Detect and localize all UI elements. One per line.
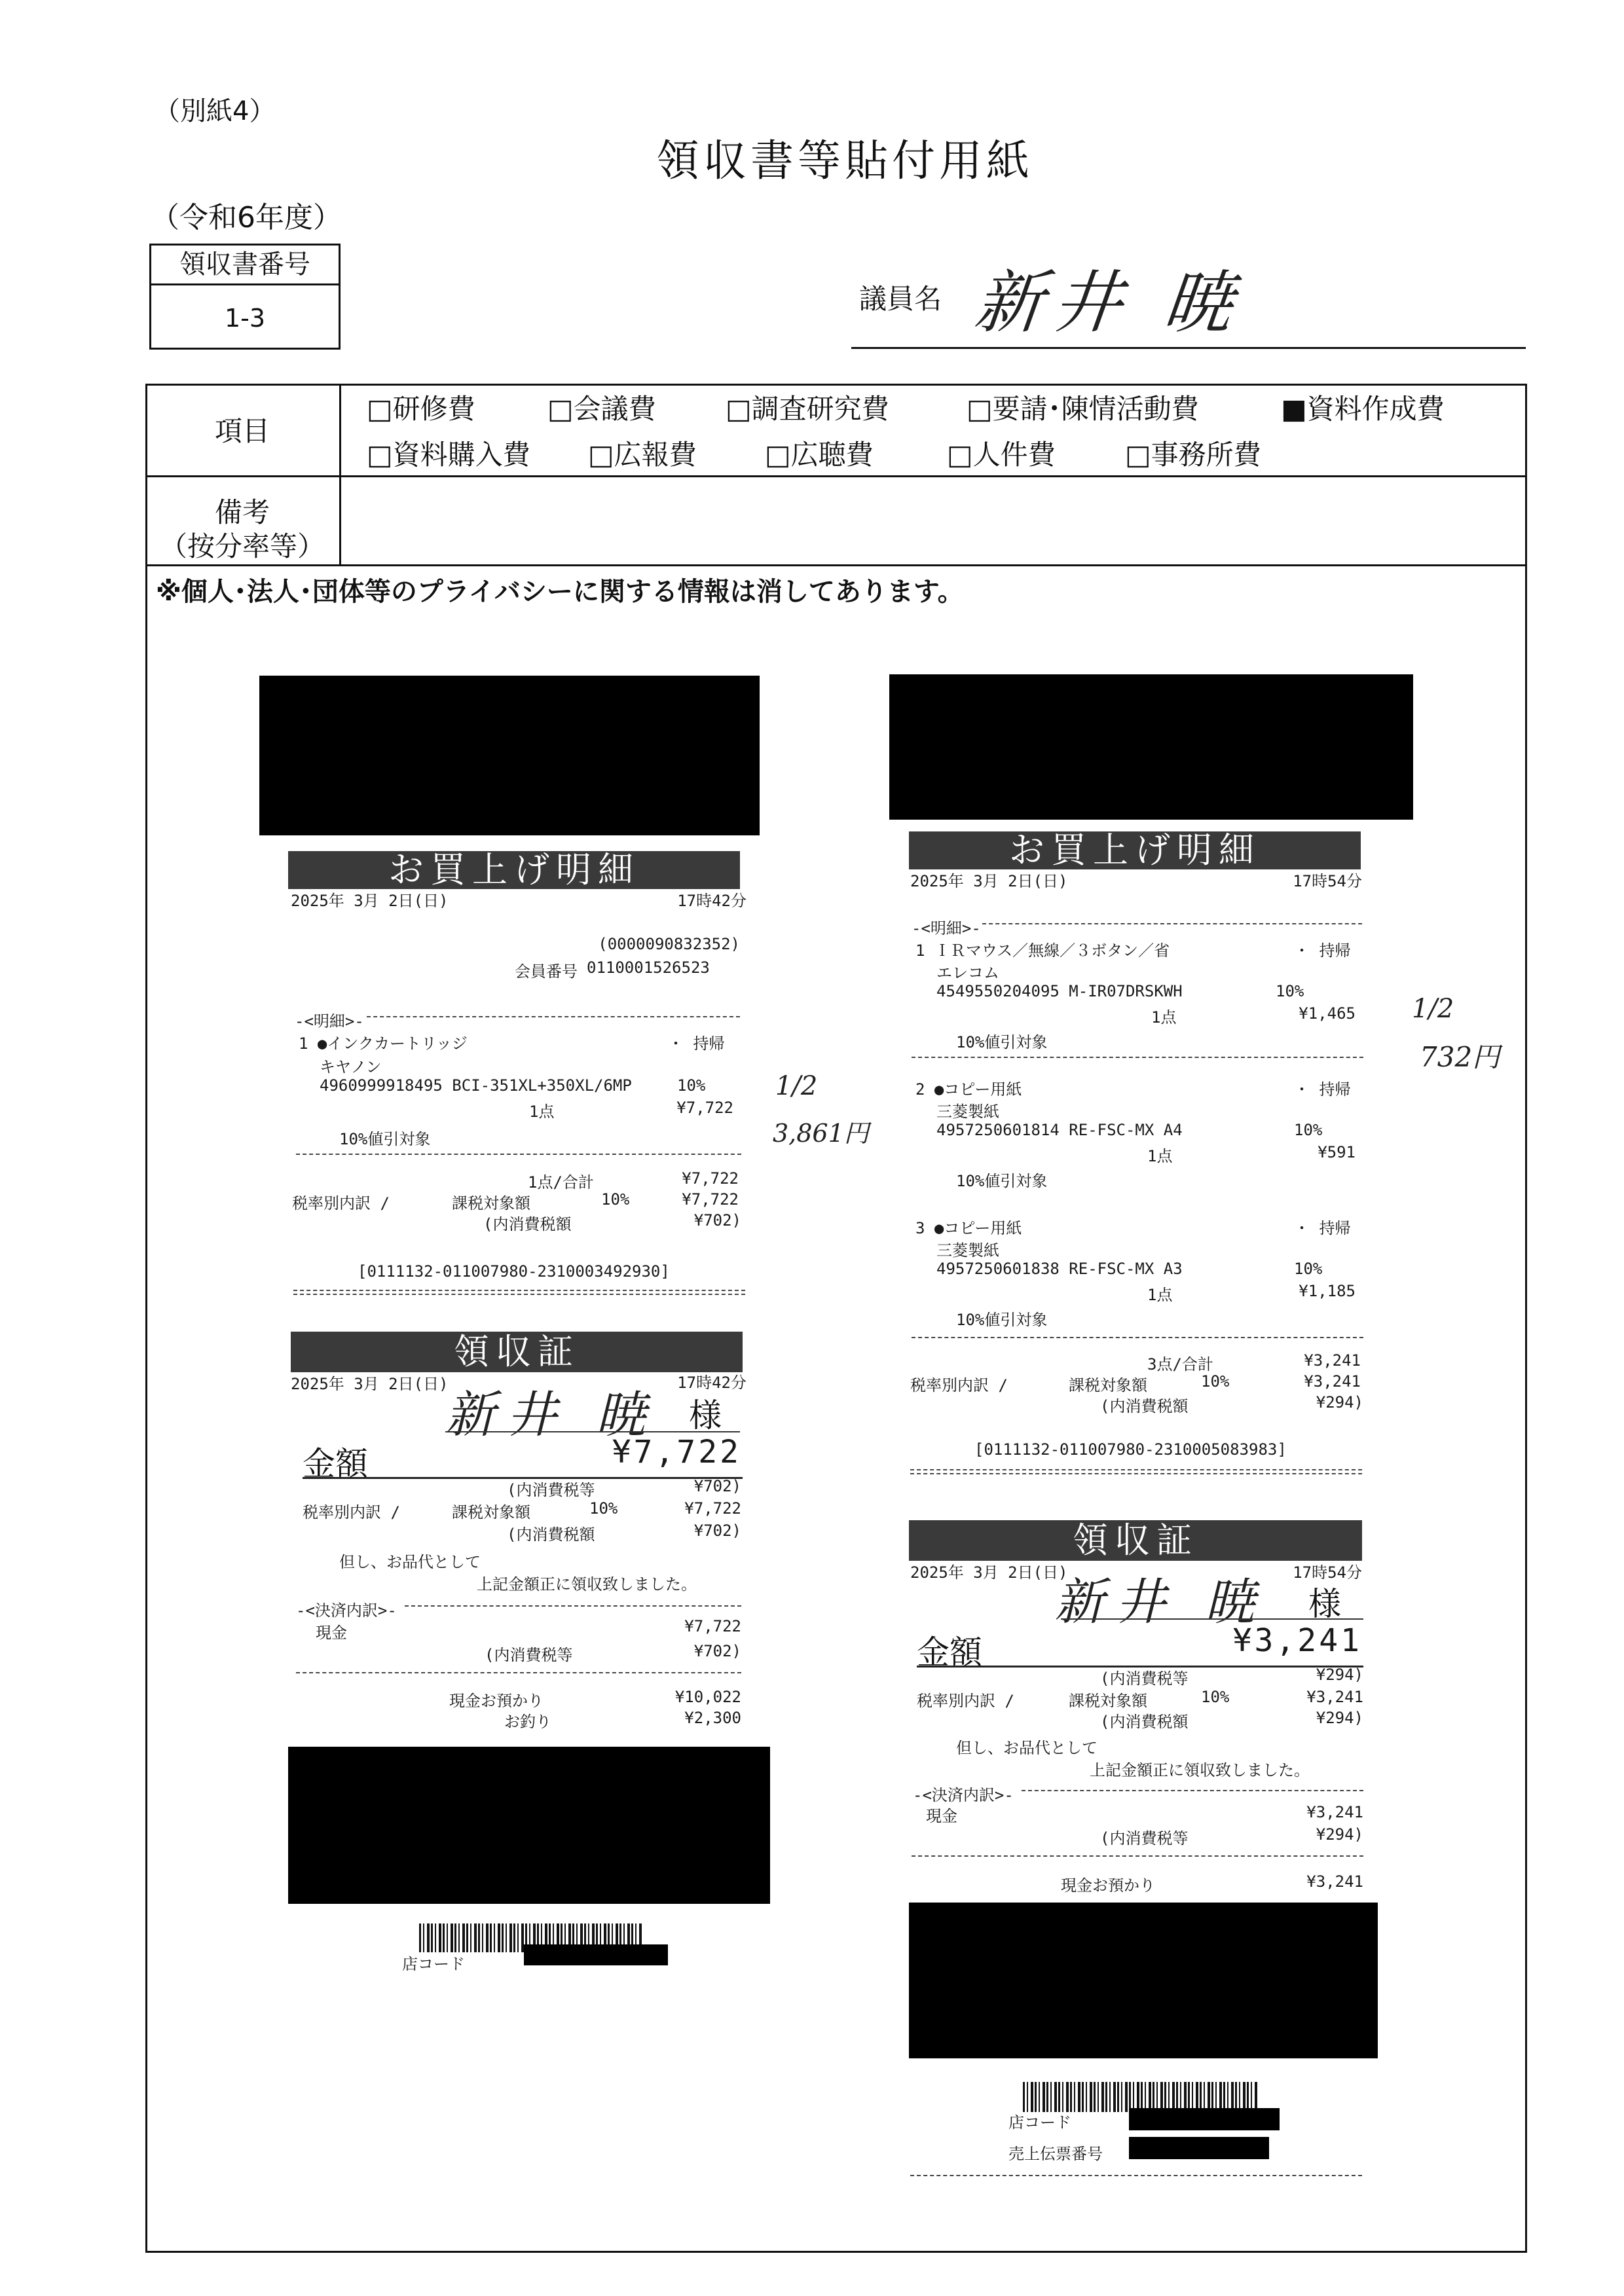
item-2-tax: 10%	[1294, 1121, 1323, 1139]
item-1-name: 1 ＩＲマウス／無線／３ボタン／省	[915, 941, 1170, 960]
included-tax-value: ¥702)	[693, 1477, 741, 1495]
details-header: -<明細>-	[295, 1012, 364, 1030]
item-1-code: 4549550204095 M-IR07DRSKWH	[936, 982, 1183, 1000]
receipt-time-2: 17時42分	[677, 1374, 747, 1392]
breakdown-label: 税率別内訳 /	[303, 1503, 400, 1522]
taxable-amount: ¥3,241	[1304, 1372, 1361, 1391]
right-ratio-annotation: 1/2	[1412, 994, 1454, 1024]
redaction-block	[288, 1747, 770, 1904]
tendered-label: 現金お預かり	[449, 1692, 544, 1710]
included-tax-label: (内消費税額	[483, 1215, 572, 1233]
item-name: 1 ●インクカートリッジ	[299, 1034, 468, 1053]
item-3-hold: ・ 持帰	[1294, 1219, 1351, 1237]
receipt-number-value: 1-3	[224, 304, 266, 333]
item-2-qty: 1点	[1147, 1147, 1173, 1165]
change-label: お釣り	[504, 1713, 551, 1731]
receipt-banner: 領収証	[291, 1332, 743, 1372]
subtotal-label: 3点/合計	[1147, 1355, 1213, 1374]
redaction-block	[1129, 2108, 1280, 2130]
category-koho: □広報費	[588, 439, 697, 471]
amount-label: 金額	[917, 1633, 982, 1671]
tax-breakdown-label: 税率別内訳 /	[292, 1194, 390, 1212]
store-code-label: 店コード	[1008, 2113, 1071, 2132]
tax-breakdown-label: 税率別内訳 /	[910, 1376, 1008, 1394]
breakdown-label: 税率別内訳 /	[917, 1692, 1014, 1710]
item-3-qty: 1点	[1147, 1286, 1173, 1304]
left-amount-annotation: 3,861円	[773, 1119, 869, 1148]
attachment-label: （別紙4）	[154, 96, 276, 126]
remarks-label: 備考	[214, 496, 270, 528]
page-title: 領収書等貼付用紙	[656, 136, 1033, 186]
item-3-name: 3 ●コピー用紙	[915, 1219, 1022, 1237]
taxable-label: 課税対象額	[1069, 1376, 1147, 1394]
breakdown-tax-label: (内消費税額	[507, 1525, 595, 1544]
member-code: (0000090832352)	[598, 935, 740, 953]
category-kocho: □広聴費	[765, 439, 874, 471]
detail-banner: お買上げ明細	[288, 851, 740, 889]
name-underline	[1061, 1618, 1363, 1620]
customer-signature: 新井 暁	[445, 1385, 658, 1444]
transaction-code: [0111132-011007980-2310005083983]	[974, 1440, 1287, 1459]
receipt-number-box	[149, 244, 341, 350]
redaction-block	[889, 674, 1413, 820]
divider	[405, 1605, 741, 1607]
item-3-maker: 三菱製紙	[936, 1241, 999, 1260]
item-maker: キヤノン	[320, 1058, 382, 1076]
acknowledgement: 上記金額正に領収致しました。	[477, 1575, 697, 1594]
item-1-tax: 10%	[1276, 982, 1304, 1000]
cash-tax-label: (内消費税等	[1100, 1829, 1189, 1848]
cash-tax: ¥702)	[693, 1642, 741, 1660]
item-3-discount: 10%値引対象	[956, 1311, 1048, 1329]
category-jinken: □人件費	[947, 439, 1056, 471]
item-3-price: ¥1,185	[1299, 1282, 1356, 1300]
acknowledgement: 上記金額正に領収致しました。	[1090, 1761, 1310, 1779]
slip-number-label: 売上伝票番号	[1008, 2145, 1103, 2163]
divider	[910, 2175, 1362, 2176]
tendered: ¥3,241	[1306, 1872, 1363, 1891]
transaction-code: [0111132-011007980-2310003492930]	[358, 1262, 670, 1281]
taxable-label: 課税対象額	[452, 1194, 530, 1212]
member-no-label: 会員番号	[515, 962, 578, 981]
category-shiryo-sakusei: ■資料作成費	[1281, 393, 1445, 425]
subtotal-label: 1点/合計	[528, 1173, 594, 1192]
item-1-price: ¥1,465	[1299, 1004, 1356, 1023]
cash-amount: ¥3,241	[1306, 1803, 1363, 1821]
details-header: -<明細>-	[912, 919, 981, 938]
item-2-discount: 10%値引対象	[956, 1172, 1048, 1190]
item-3-tax: 10%	[1294, 1260, 1323, 1278]
divider	[912, 1855, 1363, 1857]
included-tax-label: (内消費税額	[1100, 1397, 1189, 1415]
item-2-maker: 三菱製紙	[936, 1102, 999, 1121]
fiscal-year: （令和6年度）	[151, 201, 342, 234]
cash-label: 現金	[926, 1807, 957, 1825]
item-2-name: 2 ●コピー用紙	[915, 1080, 1022, 1099]
receipt-date: 2025年 3月 2日(日)	[910, 872, 1068, 890]
category-chosa-kenkyu: □調査研究費	[726, 393, 889, 425]
receipt-time: 17時54分	[1293, 872, 1362, 890]
category-yosei-chinjo: □要請･陳情活動費	[967, 393, 1199, 425]
breakdown-taxable: 課税対象額	[452, 1503, 530, 1522]
proviso: 但し、お品代として	[956, 1739, 1098, 1757]
cash-label: 現金	[316, 1624, 347, 1642]
amount-value: ¥3,241	[1232, 1622, 1362, 1659]
privacy-note: ※個人･法人･団体等のプライバシーに関する情報は消してあります。	[156, 577, 964, 607]
item-1-maker: エレコム	[936, 964, 999, 982]
redaction-block	[909, 1903, 1378, 2058]
category-jimusho: □事務所費	[1125, 439, 1261, 471]
item-hold: ・ 持帰	[668, 1034, 725, 1053]
member-name-underline	[851, 347, 1526, 349]
double-divider	[293, 1290, 745, 1295]
taxable-rate: 10%	[1201, 1372, 1230, 1391]
receipt-time-2: 17時54分	[1293, 1563, 1362, 1582]
amount-value: ¥7,722	[612, 1434, 741, 1470]
discount-note: 10%値引対象	[339, 1130, 431, 1148]
item-qty: 1点	[529, 1102, 555, 1121]
category-kenshu: □研修費	[367, 393, 475, 425]
item-3-code: 4957250601838 RE-FSC-MX A3	[936, 1260, 1183, 1278]
item-code: 4960999918495 BCI-351XL+350XL/6MP	[320, 1076, 632, 1095]
breakdown-tax-value: ¥702)	[693, 1522, 741, 1540]
breakdown-taxable: 課税対象額	[1069, 1692, 1147, 1710]
taxable-amount: ¥7,722	[682, 1190, 739, 1209]
redaction-block	[259, 676, 760, 835]
subtotal: ¥7,722	[682, 1169, 739, 1188]
change: ¥2,300	[684, 1709, 741, 1727]
breakdown-amount: ¥3,241	[1306, 1688, 1363, 1706]
detail-banner: お買上げ明細	[909, 831, 1361, 869]
item-1-discount: 10%値引対象	[956, 1033, 1048, 1051]
receipt-banner: 領収証	[909, 1520, 1362, 1561]
receipt-date-2: 2025年 3月 2日(日)	[910, 1563, 1068, 1582]
divider	[367, 1016, 740, 1017]
store-code-label: 店コード	[402, 1955, 465, 1973]
divider	[1022, 1790, 1363, 1791]
double-divider	[910, 1469, 1362, 1474]
taxable-rate: 10%	[601, 1190, 630, 1209]
tendered-label: 現金お預かり	[1061, 1876, 1155, 1895]
customer-signature: 新井 暁	[1054, 1573, 1267, 1631]
form-row-divider	[145, 564, 1527, 566]
included-tax: ¥294)	[1316, 1393, 1363, 1412]
divider	[296, 1672, 741, 1673]
divider	[912, 1337, 1363, 1338]
item-price: ¥7,722	[676, 1099, 733, 1117]
payment-header: -<決済内訳>-	[913, 1786, 1014, 1804]
divider	[912, 1057, 1363, 1058]
name-underline	[445, 1431, 740, 1432]
receipt-number-label: 領収書番号	[151, 246, 339, 285]
member-name-label: 議員名	[859, 283, 942, 315]
item-1-hold: ・ 持帰	[1294, 941, 1351, 960]
proviso: 但し、お品代として	[339, 1553, 481, 1571]
right-amount-annotation: 732円	[1420, 1041, 1500, 1073]
item-label: 項目	[214, 415, 270, 447]
tendered: ¥10,022	[674, 1688, 741, 1706]
receipt-date: 2025年 3月 2日(日)	[291, 892, 449, 910]
form-row-divider	[145, 475, 1527, 477]
left-ratio-annotation: 1/2	[775, 1071, 818, 1101]
breakdown-rate: 10%	[589, 1499, 618, 1518]
cash-tax: ¥294)	[1316, 1825, 1363, 1844]
subtotal: ¥3,241	[1304, 1351, 1361, 1370]
breakdown-rate: 10%	[1201, 1688, 1230, 1706]
cash-tax-label: (内消費税等	[485, 1646, 573, 1664]
amount-label: 金額	[303, 1445, 368, 1483]
category-kaigi: □会議費	[547, 393, 656, 425]
redaction-block	[1129, 2137, 1269, 2159]
customer-suffix: 様	[1308, 1585, 1341, 1623]
breakdown-amount: ¥7,722	[684, 1499, 741, 1518]
redaction-block	[524, 1944, 668, 1965]
breakdown-tax-value: ¥294)	[1316, 1709, 1363, 1727]
member-no: 0110001526523	[587, 958, 710, 977]
included-tax-value: ¥294)	[1316, 1666, 1363, 1684]
payment-header: -<決済内訳>-	[296, 1601, 397, 1620]
included-tax: ¥702)	[693, 1211, 741, 1230]
receipt-date-2: 2025年 3月 2日(日)	[291, 1375, 449, 1393]
item-tax: 10%	[677, 1076, 706, 1095]
item-1-qty: 1点	[1151, 1008, 1177, 1027]
item-2-hold: ・ 持帰	[1294, 1080, 1351, 1099]
form-column-divider	[339, 384, 341, 566]
included-tax-line: (内消費税等	[1100, 1669, 1189, 1688]
receipt-time: 17時42分	[677, 892, 747, 910]
category-shiryo-konyu: □資料購入費	[367, 439, 530, 471]
member-signature: 新井 暁	[970, 263, 1247, 342]
divider	[296, 1154, 741, 1155]
divider	[982, 923, 1362, 924]
item-2-price: ¥591	[1318, 1143, 1356, 1161]
included-tax-line: (内消費税等	[507, 1481, 595, 1499]
customer-suffix: 様	[689, 1396, 722, 1434]
remarks-sublabel: （按分率等）	[159, 530, 325, 562]
item-2-code: 4957250601814 RE-FSC-MX A4	[936, 1121, 1183, 1139]
cash-amount: ¥7,722	[684, 1617, 741, 1635]
breakdown-tax-label: (内消費税額	[1100, 1713, 1189, 1731]
